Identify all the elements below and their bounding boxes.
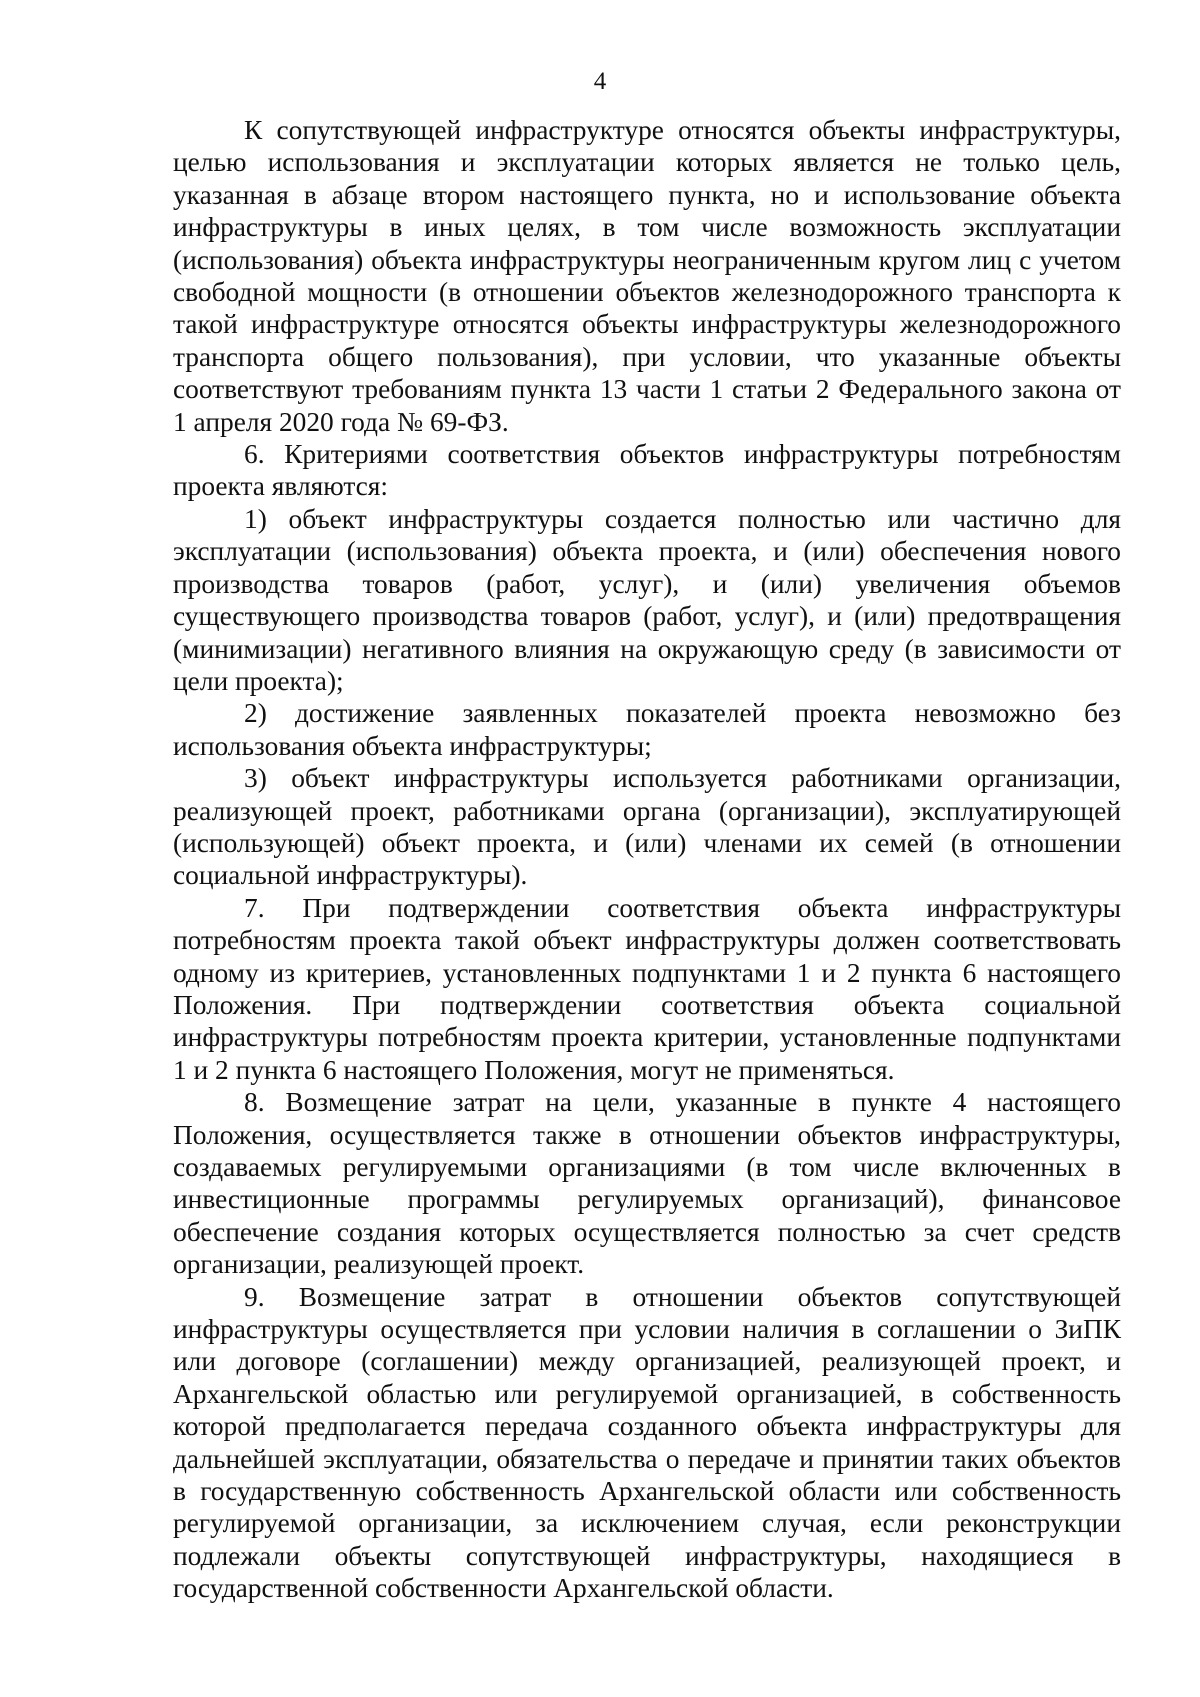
document-body [173, 114, 1121, 1605]
paragraph-subitem-6-3: 3) объект инфраструктуры используется работниками организации, реализующей проект, работниками органа (организации), эксплуатирующей (использующей) объект проекта, и (или) членами их семей (в отношении социальной инфраструктуры). [173, 763, 1121, 891]
paragraph-item-7: 7. При подтверждении соответствия объекта инфраструктуры потребностям проекта такой объект инфраструктуры должен соответствовать одному из критериев, установленных подпунктами 1 и 2 пункта 6 настоящего Положения. При подтверждении соответствия объекта социальной инфраструктуры потребностям проекта критерии, установленные подпунктами 1 и 2 пункта 6 настоящего Положения, могут не применяться. [173, 892, 1121, 1085]
paragraph-subitem-6-1: 1) объект инфраструктуры создается полностью или частично для эксплуатации (использования) объекта проекта, и (или) обеспечения нового производства товаров (работ, услуг), и (или) увеличения объемов существующего производства товаров (работ, услуг), и (или) предотвращения (минимизации) негативного влияния на окружающую среду (в зависимости от цели проекта); [173, 503, 1121, 696]
paragraph-item-9: 9. Возмещение затрат в отношении объектов сопутствующей инфраструктуры осуществляется при условии наличия в соглашении о ЗиПК или договоре (соглашении) между организацией, реализующей проект, и Архангельской областью или регулируемой организацией, в собственность которой предполагается передача созданного объекта инфраструктуры для дальнейшей эксплуатации, обязательства о передаче и принятии таких объектов в государственную собственность Архангельской области или собственность регулируемой организации, за исключением случая, если реконструкции подлежали объекты сопутствующей инфраструктуры, находящиеся в государственной собственности Архангельской области. [173, 1281, 1121, 1604]
paragraph-subitem-6-2: 2) достижение заявленных показателей проекта невозможно без использования объекта инфраструктуры; [173, 698, 1121, 761]
paragraph-item-8: 8. Возмещение затрат на цели, указанные в пункте 4 настоящего Положения, осуществляется также в отношении объектов инфраструктуры, создаваемых регулируемыми организациями (в том числе включенных в инвестиционные программы регулируемых организаций), финансовое обеспечение создания которых осуществляется полностью за счет средств организации, реализующей проект. [173, 1087, 1121, 1280]
paragraph-related-infrastructure: К сопутствующей инфраструктуре относятся объекты инфраструктуры, целью использования и эксплуатации которых является не только цель, указанная в абзаце втором настоящего пункта, но и использование объекта инфраструктуры в иных целях, в том числе возможность эксплуатации (использования) объекта инфраструктуры неограниченным кругом лиц с учетом свободной мощности (в отношении объектов железнодорожного транспорта к такой инфраструктуре относятся объекты инфраструктуры железнодорожного транспорта общего пользования), при условии, что указанные объекты соответствуют требованиям пункта 13 части 1 статьи 2 Федерального закона от 1 апреля 2020 года № 69-ФЗ. [173, 115, 1121, 437]
page-number: 4 [593, 68, 607, 95]
paragraph-item-6-criteria: 6. Критериями соответствия объектов инфраструктуры потребностям проекта являются: [173, 439, 1121, 502]
